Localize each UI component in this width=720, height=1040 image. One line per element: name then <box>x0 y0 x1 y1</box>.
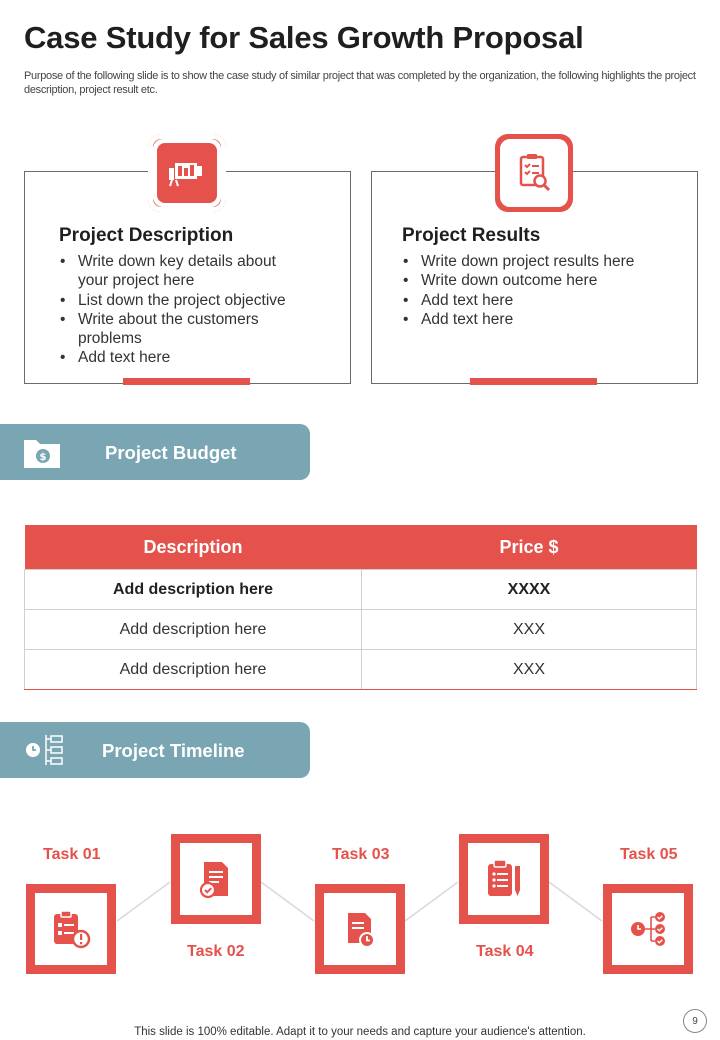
project-description-title: Project Description <box>59 225 234 246</box>
project-budget-banner <box>0 424 310 480</box>
list-item: • Add text here <box>402 310 687 329</box>
table-header-row <box>25 525 697 570</box>
table-cell: Add description here <box>25 570 362 610</box>
budget-table <box>24 525 697 690</box>
table-cell: XXX <box>362 610 697 650</box>
list-item: • List down the project objective <box>59 291 309 310</box>
project-budget-label: Project Budget <box>105 442 237 463</box>
page-subtitle: Purpose of the following slide is to show the case study of similar project that was completed by the organization, the following highlights the project description, project result etc. <box>24 70 696 96</box>
project-results-title: Project Results <box>402 225 541 246</box>
process-checklist-icon <box>627 909 669 949</box>
project-presentation-icon <box>167 158 207 188</box>
money-folder-icon <box>22 434 64 475</box>
project-results-list <box>402 252 687 329</box>
list-item: • Write down outcome here <box>402 271 687 290</box>
table-cell: Add description here <box>25 650 362 690</box>
document-clock-icon <box>342 909 378 949</box>
task-03-label: Task 03 <box>332 846 390 863</box>
price-header: Price $ <box>362 525 697 570</box>
table-row <box>25 650 697 690</box>
project-results-accent-bar <box>470 378 597 385</box>
table-row <box>25 610 697 650</box>
task-02-box <box>171 834 261 924</box>
project-description-list <box>59 252 309 368</box>
table-row <box>25 570 697 610</box>
description-header: Description <box>25 525 362 570</box>
svg-text:$: $ <box>39 452 47 463</box>
list-item: • Write down project results here <box>402 252 687 271</box>
task-03-box <box>315 884 405 974</box>
project-presentation-icon-badge <box>148 134 226 212</box>
list-item: • Add text here <box>59 348 309 367</box>
project-description-accent-bar <box>123 378 250 385</box>
task-01-box <box>26 884 116 974</box>
task-04-box <box>459 834 549 924</box>
list-item: • Add text here <box>402 291 687 310</box>
project-timeline-label: Project Timeline <box>102 740 245 761</box>
task-05-box <box>603 884 693 974</box>
table-cell: XXXX <box>362 570 697 610</box>
timeline-icon <box>22 732 66 773</box>
clipboard-pen-icon <box>484 858 524 900</box>
footer-note: This slide is 100% editable. Adapt it to your needs and capture your audience's attention. <box>134 1026 586 1038</box>
task-04-label: Task 04 <box>476 943 534 960</box>
page-title: Case Study for Sales Growth Proposal <box>24 20 584 55</box>
table-cell: XXX <box>362 650 697 690</box>
checklist-search-icon <box>516 153 552 193</box>
task-05-label: Task 05 <box>620 846 678 863</box>
checklist-search-icon-badge <box>495 134 573 212</box>
list-item: • Write about the customers problems <box>59 310 309 349</box>
task-01-label: Task 01 <box>43 846 101 863</box>
page-number: 9 <box>683 1009 707 1033</box>
list-item: • Write down key details about your project here <box>59 252 309 291</box>
table-cell: Add description here <box>25 610 362 650</box>
document-check-icon <box>198 859 234 899</box>
task-02-label: Task 02 <box>187 943 245 960</box>
project-timeline-banner <box>0 722 310 778</box>
clipboard-alert-icon <box>50 909 92 949</box>
